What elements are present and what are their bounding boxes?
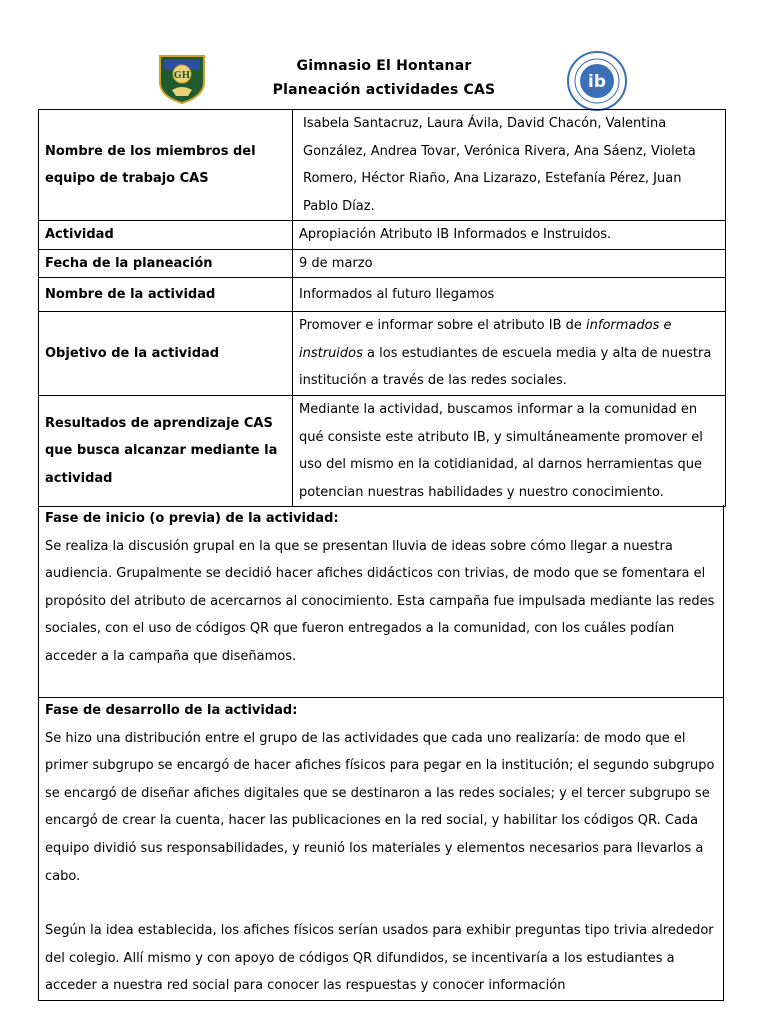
row-label: Objetivo de la actividad bbox=[39, 312, 293, 396]
fase-desarrollo-paragraph-1: Se hizo una distribución entre el grupo de las actividades que cada uno realizaría: de modo que el primer subgrupo se encargó de hacer afiches físicos para pegar en la institución; el segundo subgrupo se encargó de diseñar afiches digitales que se destinaron a las redes sociales; y el tercer subgrupo se encargó de crear la cuenta, hacer las publicaciones en la red social, y habilitar los códigos QR. Cada equipo dividió sus responsabilidades, y reunió los materiales y elementos necesarios para llevarlos a cabo. bbox=[45, 730, 715, 884]
school-name: Gimnasio El Hontanar bbox=[296, 58, 472, 74]
document-title: Planeación actividades CAS bbox=[272, 82, 496, 98]
fase-desarrollo-heading: Fase de desarrollo de la actividad: bbox=[45, 703, 298, 718]
row-value: Informados al futuro llegamos bbox=[293, 278, 726, 312]
row-label: Nombre de los miembros del equipo de trabajo CAS bbox=[39, 110, 293, 221]
crest-lettering: GH bbox=[173, 71, 191, 81]
table-row bbox=[39, 396, 726, 507]
row-value: 9 de marzo bbox=[293, 249, 726, 278]
fase-inicio-heading: Fase de inicio (o previa) de la actividad: bbox=[45, 511, 339, 526]
ib-seal-icon bbox=[566, 50, 628, 112]
document-header bbox=[0, 0, 768, 110]
fase-inicio-section bbox=[38, 505, 724, 698]
fase-desarrollo-section bbox=[38, 697, 724, 1001]
table-row bbox=[39, 110, 726, 221]
objective-emphasis: informados e instruidos bbox=[299, 318, 672, 361]
objective-text-b: a los estudiantes de escuela media y alta de nuestra institución a través de las redes sociales. bbox=[299, 345, 712, 389]
paragraph-gap bbox=[45, 890, 717, 917]
row-label: Actividad bbox=[39, 221, 293, 250]
objective-text-a: Promover e informar sobre el atributo IB de bbox=[299, 318, 587, 334]
table-row bbox=[39, 221, 726, 250]
row-value: Isabela Santacruz, Laura Ávila, David Chacón, Valentina González, Andrea Tovar, Verónica Rivera, Ana Sáenz, Violeta Romero, Héctor Riaño, Ana Lizarazo, Estefanía Pérez, Juan Pablo Díaz. bbox=[293, 110, 726, 221]
row-value: Apropiación Atributo IB Informados e Instruidos. bbox=[293, 221, 726, 250]
row-value: Mediante la actividad, buscamos informar a la comunidad en qué consiste este atributo IB, y simultáneamente promover el uso del mismo en la cotidianidad, al darnos herramientas que potencian nuestras habilidades y nuestro conocimiento. bbox=[293, 396, 726, 507]
fase-inicio-text: Se realiza la discusión grupal en la que se presentan lluvia de ideas sobre cómo llegar a nuestra audiencia. Grupalmente se decidió hacer afiches didácticos con trivias, de modo que se fomentara el propósito del atributo de acercarnos al conocimiento. Esta campaña fue impulsada mediante las redes sociales, con el uso de códigos QR que fueron entregados a la comunidad, con los cuáles podían acceder a la campaña que diseñamos. bbox=[45, 538, 715, 664]
fase-desarrollo-paragraph-2: Según la idea establecida, los afiches físicos serían usados para exhibir preguntas tipo trivia alrededor del colegio. Allí mismo y con apoyo de códigos QR difundidos, se incentivaría a los estudiantes a acceder a nuestra red social para conocer las respuestas y conocer información bbox=[45, 923, 714, 994]
row-value bbox=[293, 312, 726, 396]
row-label: Resultados de aprendizaje CAS que busca alcanzar mediante la actividad bbox=[39, 396, 293, 507]
row-label: Nombre de la actividad bbox=[39, 278, 293, 312]
table-row bbox=[39, 249, 726, 278]
table-row bbox=[39, 278, 726, 312]
ib-lettering: ib bbox=[588, 72, 606, 92]
row-label: Fecha de la planeación bbox=[39, 249, 293, 278]
planning-table bbox=[38, 109, 726, 507]
table-row bbox=[39, 312, 726, 396]
